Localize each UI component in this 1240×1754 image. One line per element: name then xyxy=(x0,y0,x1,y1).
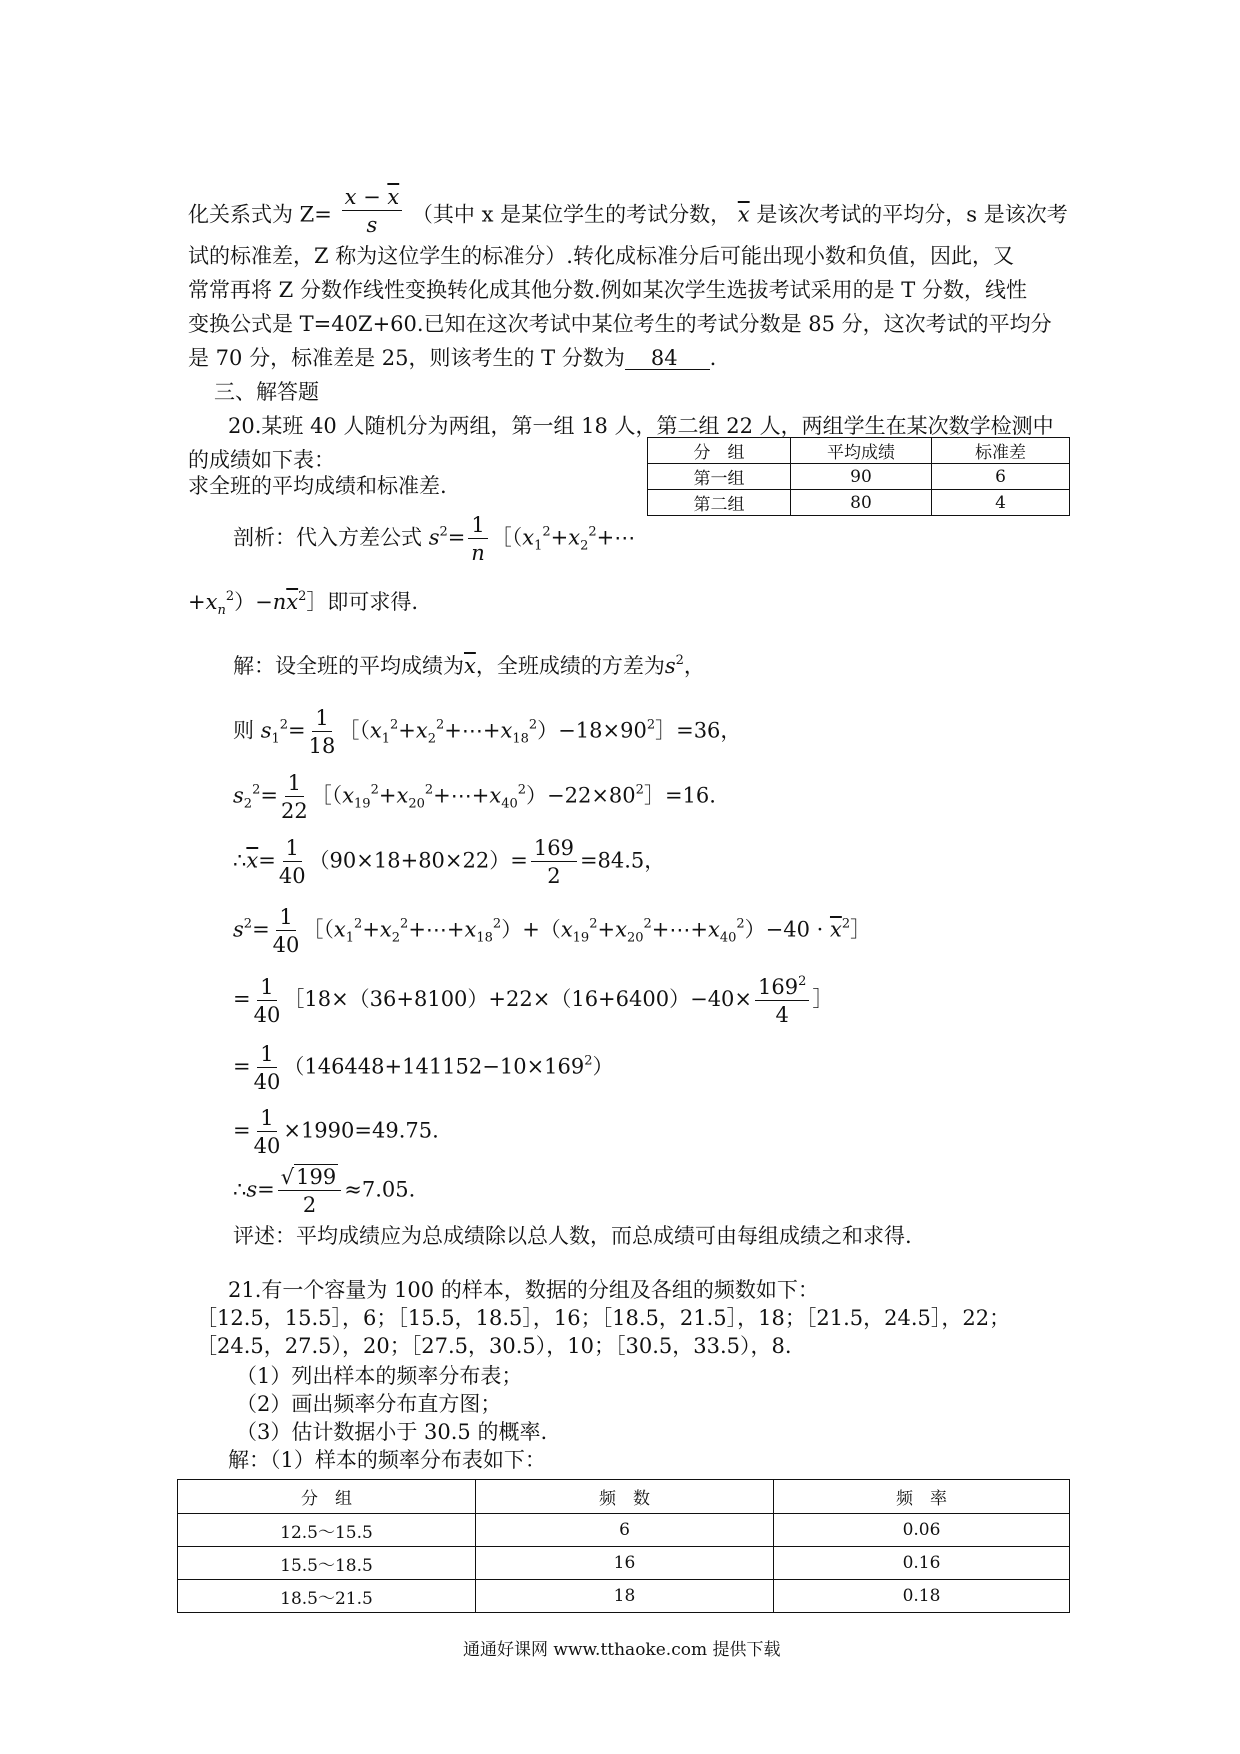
solution-line-7: = $\frac{1}{40}$ ×1990=49.75. xyxy=(233,1106,439,1159)
q21-item-2: （2）画出频率分布直方图； xyxy=(236,1392,502,1416)
top-line-5: 是 70 分，标准差是 25，则该考生的 T 分数为 84 . xyxy=(188,346,717,370)
table-cell: 80 xyxy=(791,490,932,516)
z-formula-fraction: $\frac{x - \overline{x}}{s}$ xyxy=(342,186,403,236)
table-cell: 4 xyxy=(932,490,1070,516)
q20-line-2: 的成绩如下表： xyxy=(188,448,335,472)
table-cell: 18 xyxy=(476,1580,774,1613)
q20-line-3: 求全班的平均成绩和标准差. xyxy=(188,474,447,498)
q21-line-1: 21.有一个容量为 100 的样本，数据的分组及各组的频数如下： xyxy=(228,1278,819,1302)
review: 评述：平均成绩应为总成绩除以总人数，而总成绩可由每组成绩之和求得. xyxy=(233,1224,912,1248)
top-line-4: 变换公式是 T=40Z+60.已知在这次考试中某位考生的考试分数是 85 分，这次考试的平均分 xyxy=(188,312,1052,336)
q21-item-3: （3）估计数据小于 30.5 的概率. xyxy=(236,1420,548,1444)
footer: 通通好课网 www.tthaoke.com 提供下载 xyxy=(463,1640,781,1660)
q20-line-1: 20.某班 40 人随机分为两组，第一组 18 人，第二组 22 人，两组学生在某次数学检测中 xyxy=(228,414,1054,438)
table-header: 分 组 xyxy=(178,1480,476,1514)
q21-table xyxy=(177,1479,1070,1613)
table-cell: 15.5～18.5 xyxy=(178,1547,476,1580)
section-heading: 三、解答题 xyxy=(214,380,319,404)
table-cell: 第二组 xyxy=(648,490,791,516)
solution-line-4: $s^2=$ $\frac{1}{40}$ $[(x_1^2+x_2^2+\cdots+x_{18}^2)+(x_{19}^2+x_{20}^2+\cdots+x_{40}^2)-40$ · $\overline{x}^2]$ xyxy=(233,905,872,958)
solution-line-8: ∴s= $\frac{√199}{2}$ ≈7.05. xyxy=(233,1165,416,1218)
solution-line-1: 则 $s_1^2=$ $\frac{1}{18}$ $[(x_1^2+x_2^2+\cdots+x_{18}^2)-18\times 90^2]=36$， xyxy=(233,706,742,759)
solution-line-6: = $\frac{1}{40}$ $(146448+141152-10\times 169^2)$ xyxy=(233,1042,614,1095)
table-cell: 0.16 xyxy=(774,1547,1070,1580)
table-header: 频 数 xyxy=(476,1480,774,1514)
table-header: 平均成绩 xyxy=(791,438,932,464)
q21-item-1: （1）列出样本的频率分布表； xyxy=(236,1364,523,1388)
table-cell: 6 xyxy=(932,464,1070,490)
solution-line-2: $s_2^2=$ $\frac{1}{22}$ $[(x_{19}^2+x_{20}^2+\cdots+x_{40}^2)-22\times 80^2]=16$. xyxy=(233,771,716,824)
table-cell: 0.06 xyxy=(774,1514,1070,1547)
table-cell: 90 xyxy=(791,464,932,490)
table-cell: 第一组 xyxy=(648,464,791,490)
solution-intro: 解：设全班的平均成绩为$\overline{x}$，全班成绩的方差为$s^2$， xyxy=(233,653,705,678)
solution-line-3: $\therefore\overline{x}=$ $\frac{1}{40}$ （90×18+80×22）= $\frac{169}{2}$ =84.5， xyxy=(233,836,666,889)
q21-line-2: ［12.5，15.5］，6；［15.5，18.5］，16；［18.5，21.5］，18；［21.5，24.5］，22； xyxy=(196,1306,1011,1330)
table-cell: 0.18 xyxy=(774,1580,1070,1613)
top-line-1: 化关系式为 Z= $\frac{x - \overline{x}}{s}$ （其中 x 是某位学生的考试分数， $\overline{x}$ 是该次考试的平均分，s 是该次考 xyxy=(188,185,1068,238)
table-cell: 16 xyxy=(476,1547,774,1580)
q21-solution: 解：（1）样本的频率分布表如下： xyxy=(228,1448,546,1472)
top-line-2: 试的标准差，Z 称为这位学生的标准分）.转化成标准分后可能出现小数和负值，因此，又 xyxy=(188,244,1014,268)
table-cell: 12.5～15.5 xyxy=(178,1514,476,1547)
table-header: 分 组 xyxy=(648,438,791,464)
answer-blank: 84 xyxy=(625,348,710,370)
top-line-3: 常常再将 Z 分数作线性变换转化成其他分数.例如某次学生选拔考试采用的是 T 分数，线性 xyxy=(188,278,1027,302)
q20-table xyxy=(647,437,1070,516)
table-cell: 18.5～21.5 xyxy=(178,1580,476,1613)
table-cell: 6 xyxy=(476,1514,774,1547)
analysis-line-1: 剖析：代入方差公式 $s^2=$ $\frac{1}{n}$ $[(x_1^2+x_2^2+\cdots$ xyxy=(233,513,636,566)
q21-line-3: ［24.5，27.5），20；［27.5，30.5），10；［30.5，33.5），8. xyxy=(196,1334,792,1358)
table-header: 标准差 xyxy=(932,438,1070,464)
solution-line-5: = $\frac{1}{40}$ ［18×（36+8100）+22×（16+6400）−40× $\frac{169^2}{4}$ ］ xyxy=(233,974,834,1028)
analysis-line-2: $+x_n^2)-n\overline{x}^2]$即可求得. xyxy=(188,589,419,618)
table-header: 频 率 xyxy=(774,1480,1070,1514)
